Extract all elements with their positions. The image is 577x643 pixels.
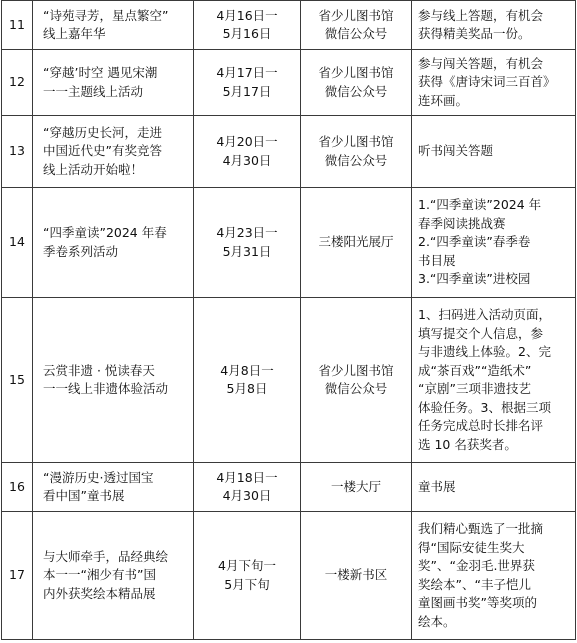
activity-description-line: 3.“四季童读”进校园 — [418, 271, 531, 287]
activity-description — [412, 463, 576, 512]
activity-venue-line: 微信公众号 — [324, 152, 388, 168]
activity-description-line: 体验任务。3、根据三项 — [418, 399, 551, 415]
activity-venue — [301, 298, 412, 463]
activity-description-line: 2.“四季童读”春季卷 — [418, 234, 531, 250]
activity-name-line: “诗苑寻芳，星点繁空” — [43, 7, 169, 23]
activity-description-line: 书目展 — [418, 252, 456, 268]
activity-name — [33, 1, 194, 50]
activity-venue — [301, 116, 412, 188]
table-row — [2, 512, 576, 640]
activity-name-line: 一一主题线上活动 — [43, 83, 144, 99]
activity-name — [33, 298, 194, 463]
activity-description — [412, 512, 576, 640]
activity-date-line: 4月18日一 — [216, 469, 278, 485]
activity-description-line: 奖”、“金羽毛.世界获 — [418, 558, 535, 573]
activity-date-line: 4月30日 — [222, 488, 272, 503]
activity-description — [412, 1, 576, 50]
activity-venue-line: 一楼新书区 — [324, 567, 388, 583]
activity-description-line: 我们精心甄选了一批摘 — [418, 521, 544, 536]
activity-name — [33, 188, 194, 298]
activity-date-line: 4月23日一 — [216, 225, 278, 240]
activity-table-body — [2, 1, 576, 640]
activity-name — [33, 512, 194, 640]
activity-venue — [301, 50, 412, 116]
activity-venue-line: 一楼大厅 — [330, 478, 381, 494]
activity-name — [33, 50, 194, 116]
activity-description-line: 春季阅读挑战赛 — [418, 215, 506, 231]
activity-description — [412, 116, 576, 188]
activity-description-line: 1.“四季童读”2024 年 — [418, 197, 542, 213]
activity-description-line: 得“国际安徒生奖大 — [418, 539, 525, 555]
table-row — [2, 1, 576, 50]
activity-date-line: 5月16日 — [222, 26, 272, 41]
activity-date-line: 4月16日一 — [216, 7, 278, 23]
activity-name-line: 线上嘉年华 — [43, 26, 106, 41]
row-number: 13 — [2, 116, 33, 188]
activity-date-line: 4月8日一 — [220, 362, 274, 378]
activity-name-line: 内外获奖绘本精品展 — [43, 585, 156, 601]
activity-description-line: 奖绘本”、“丰子恺儿 — [418, 576, 531, 592]
activity-description-line: 绘本。 — [418, 613, 456, 629]
activity-name-line: 与大师牵手，品经典绘 — [43, 548, 169, 564]
table-row — [2, 116, 576, 188]
activity-date-line: 4月17日一 — [216, 65, 278, 80]
row-number: 16 — [2, 463, 33, 512]
activity-name — [33, 116, 194, 188]
activity-name-line: 线上活动开始啦！ — [43, 161, 144, 177]
activity-venue-line: 微信公众号 — [324, 26, 388, 41]
activity-name-line: “穿越’时空 遇见宋潮 — [43, 65, 158, 80]
table-row — [2, 188, 576, 298]
row-number: 11 — [2, 1, 33, 50]
activity-date — [194, 188, 301, 298]
activity-date-line: 5月31日 — [222, 243, 272, 259]
row-number: 12 — [2, 50, 33, 116]
activity-date-line: 4月30日 — [222, 152, 272, 168]
activity-description-line: 童书展 — [418, 478, 456, 494]
activity-name-line: 本一一“湘少有书”国 — [43, 567, 156, 583]
activity-description-line: 成“茶百戏”“造纸术” — [418, 362, 532, 378]
activity-description-line: 参与闯关答题，有机会 — [418, 55, 544, 71]
row-number: 17 — [2, 512, 33, 640]
activity-date-line: 5月17日 — [222, 83, 272, 99]
activity-venue — [301, 463, 412, 512]
activity-description — [412, 50, 576, 116]
activity-venue-line: 微信公众号 — [324, 381, 388, 396]
activity-description-line: “京剧”三项非遗技艺 — [418, 381, 531, 396]
activity-date-line: 4月20日一 — [216, 134, 278, 149]
activity-venue-line: 省少儿图书馆 — [318, 134, 394, 149]
activity-description — [412, 298, 576, 463]
activity-description-line: 获得精美奖品一份。 — [418, 26, 531, 41]
row-number: 15 — [2, 298, 33, 463]
activity-venue — [301, 188, 412, 298]
activity-date — [194, 116, 301, 188]
activity-name-line: “四季童读”2024 年春 — [43, 225, 167, 240]
activity-date-line: 4月下旬一 — [218, 558, 276, 573]
activity-description-line: 任务完成总时长排名评 — [418, 418, 544, 433]
activity-name-line: 看中国”童书展 — [43, 488, 125, 503]
activity-name-line: 云赏非遗 · 悦读春天 — [43, 362, 155, 378]
activity-name-line: 一一线上非遗体验活动 — [43, 381, 169, 396]
activity-description-line: 童图画书奖”等奖项的 — [418, 595, 537, 610]
activity-description-line: 连环画。 — [418, 92, 469, 108]
activity-venue-line: 微信公众号 — [324, 83, 388, 99]
activity-date — [194, 298, 301, 463]
activity-date — [194, 463, 301, 512]
activity-venue — [301, 512, 412, 640]
activity-name-line: 季卷系列活动 — [43, 243, 119, 259]
activity-name-line: “漫游历史·透过国宝 — [43, 469, 154, 485]
activity-description-line: 与非遗线上体验。2、完 — [418, 344, 551, 359]
activity-description-line: 参与线上答题，有机会 — [418, 7, 544, 23]
row-number: 14 — [2, 188, 33, 298]
activity-description-line: 1、扫码进入活动页面， — [418, 307, 551, 322]
activity-venue-line: 省少儿图书馆 — [318, 362, 394, 378]
activity-date — [194, 1, 301, 50]
activity-description-line: 获得《唐诗宋词三百首》 — [418, 74, 556, 90]
activity-venue-line: 三楼阳光展厅 — [318, 234, 394, 250]
activity-venue-line: 省少儿图书馆 — [318, 7, 394, 23]
activity-description — [412, 188, 576, 298]
activity-table — [1, 0, 576, 640]
activity-description-line: 填写提交个人信息，参 — [418, 325, 544, 341]
activity-date-line: 5月8日 — [226, 381, 268, 396]
activity-venue — [301, 1, 412, 50]
activity-name — [33, 463, 194, 512]
activity-date-line: 5月下旬 — [224, 576, 270, 592]
activity-venue-line: 省少儿图书馆 — [318, 65, 394, 80]
activity-description-line: 选 10 名获奖者。 — [418, 436, 517, 452]
activity-name-line: 中国近代史”有奖竞答 — [43, 143, 162, 159]
table-row — [2, 50, 576, 116]
table-row — [2, 298, 576, 463]
activity-description-line: 听书闯关答题 — [418, 143, 494, 159]
activity-name-line: “穿越历史长河，走进 — [43, 124, 162, 140]
table-row — [2, 463, 576, 512]
activity-date — [194, 512, 301, 640]
activity-date — [194, 50, 301, 116]
